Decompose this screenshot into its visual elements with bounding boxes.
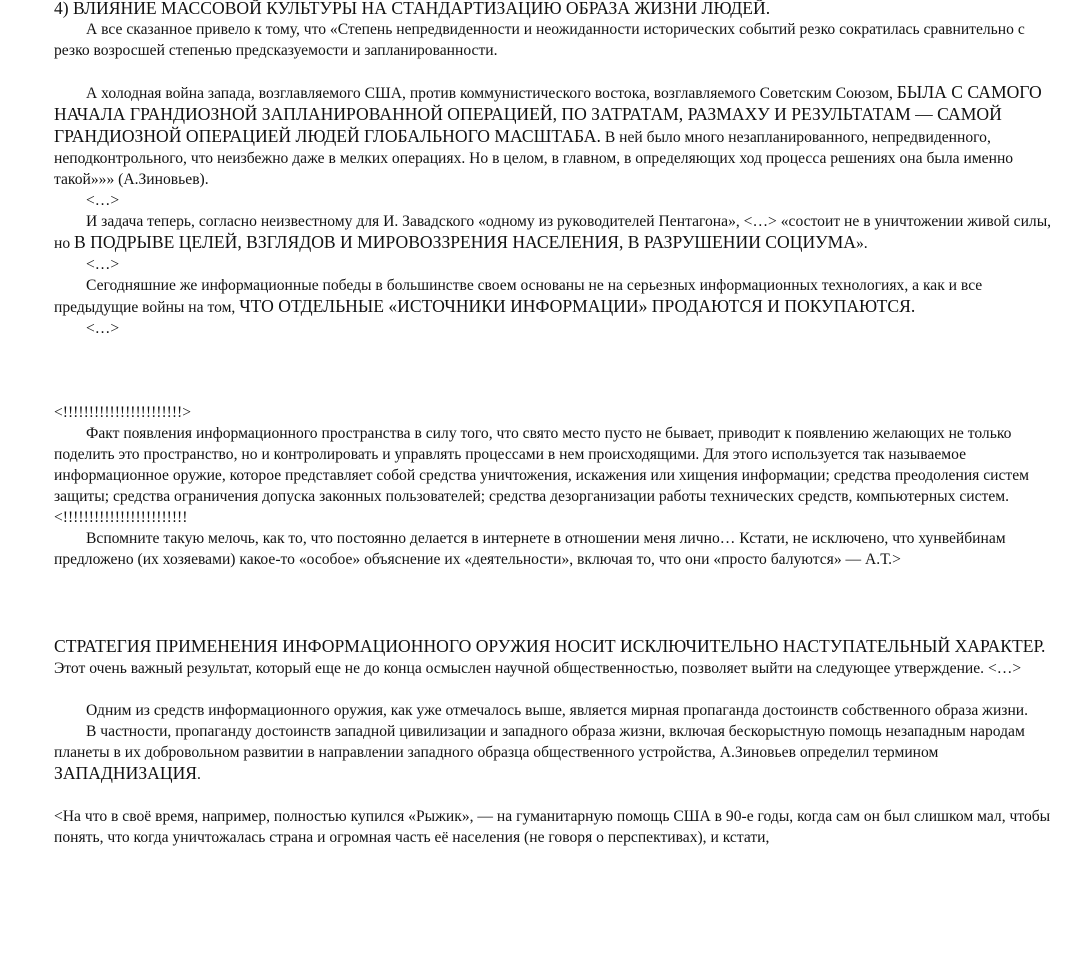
paragraph-2 <box>54 82 1054 190</box>
paragraph-4-text-a: Сегодняшние же информационные победы в большинстве своем основаны не на серьезных информационных технологиях, а как и все предыдущие войны на том, <box>54 277 983 316</box>
exclamation-marker-close: <!!!!!!!!!!!!!!!!!!!!!!!! <box>54 509 188 526</box>
paragraph-2-text-b: В ней было много незапланированного, непредвиденного, неподконтрольного, что неизбежно даже в мелких операциях. Но в целом, в главном, в определяющих ход процесса решениях она была именно такой»»» (А.Зиновьев). <box>54 129 1014 188</box>
paragraph-3 <box>54 211 1054 254</box>
paragraph-5: Факт появления информационного пространства в силу того, что свято место пусто не бывает, приводит к появлению желающих не только поделить это пространство, но и контролировать и управлять процессами в нем происходящими. Для этого используется так называемое информационное оружие, которое представляет собой средства уничтожения, искажения или хищения информации; средства преодоления систем защиты; средства ограничения допуска законных пользователей; средства дезорганизации работы технических средств, компьютерных систем. <box>54 425 1030 505</box>
paragraph-2-caps: БЫЛА С САМОГО НАЧАЛА ГРАНДИОЗНОЙ ЗАПЛАНИРОВАННОЙ ОПЕРАЦИЕЙ, ПО ЗАТРАТАМ, РАЗМАХУ И РЕЗУЛЬТАТАМ — САМОЙ ГРАНДИОЗНОЙ ОПЕРАЦИЕЙ ЛЮДЕЙ ГЛОБАЛЬНОГО МАСШТАБА. <box>54 82 1042 146</box>
paragraph-2-text-a: А холодная война запада, возглавляемого США, против коммунистического востока, возглавляемого Советским Союзом, <box>86 85 897 102</box>
paragraph-9 <box>54 721 1054 785</box>
paragraph-10: <На что в своё время, например, полностью купился «Рыжик», — на гуманитарную помощь США в 90-е годы, когда сам он был слишком мал, чтобы понять, что когда уничтожалась страна и огромная часть её населения (не говоря о перспективах), и кстати, <box>54 808 1051 846</box>
spacer <box>54 61 1054 82</box>
paragraph-3-text-a: И задача теперь, согласно неизвестному для И. Завадского «одному из руководителей Пентагона», <…> «состоит не в уничтожении живой силы, но <box>54 213 1052 252</box>
ellipsis-marker: <…> <box>86 256 120 273</box>
ellipsis-marker: <…> <box>86 192 120 209</box>
paragraph-4 <box>54 275 1054 318</box>
ellipsis-marker: <…> <box>86 320 120 337</box>
paragraph-9-text-a: В частности, пропаганду достоинств западной цивилизации и западного образа жизни, включая бескорыстную помощь незападным народам планеты в их добровольном развитии в направлении западного образца общественного устройства, А.Зиновьев определил термином <box>54 723 1025 761</box>
paragraph-7-caps: СТРАТЕГИЯ ПРИМЕНЕНИЯ ИНФОРМАЦИОННОГО ОРУЖИЯ НОСИТ ИСКЛЮЧИТЕЛЬНО НАСТУПАТЕЛЬНЫЙ ХАРАКТЕР. <box>54 636 1046 656</box>
document-body <box>54 0 1054 848</box>
spacer <box>54 785 1054 806</box>
paragraph-7-text: Этот очень важный результат, который еще не до конца осмыслен научной общественностью, позволяет выйти на следующее утверждение. <…> <box>54 660 1022 677</box>
paragraph-4-caps: ЧТО ОТДЕЛЬНЫЕ «ИСТОЧНИКИ ИНФОРМАЦИИ» ПРОДАЮТСЯ И ПОКУПАЮТСЯ. <box>239 296 916 316</box>
paragraph-9-text-b: . <box>197 766 201 783</box>
section-heading: 4) ВЛИЯНИЕ МАССОВОЙ КУЛЬТУРЫ НА СТАНДАРТИЗАЦИЮ ОБРАЗА ЖИЗНИ ЛЮДЕЙ. <box>54 0 771 18</box>
paragraph-8: Одним из средств информационного оружия, как уже отмечалось выше, является мирная пропаганда достоинств собственного образа жизни. <box>86 702 1029 719</box>
paragraph-3-text-b: ». <box>855 235 868 252</box>
paragraph-3-caps: В ПОДРЫВЕ ЦЕЛЕЙ, ВЗГЛЯДОВ И МИРОВОЗЗРЕНИЯ НАСЕЛЕНИЯ, В РАЗРУШЕНИИ СОЦИУМА <box>74 232 856 252</box>
spacer <box>54 339 1054 402</box>
spacer <box>54 679 1054 700</box>
exclamation-marker-open: <!!!!!!!!!!!!!!!!!!!!!!!> <box>54 404 192 421</box>
paragraph-9-caps: ЗАПАДНИЗАЦИЯ <box>54 763 198 783</box>
spacer <box>54 570 1054 636</box>
paragraph-7 <box>54 636 1054 679</box>
paragraph-6: Вспомните такую мелочь, как то, что постоянно делается в интернете в отношении меня лично… Кстати, не исключено, что хунвейбинам предложено (их хозяевами) какое-то «особое» объяснение их «деятельности», включая то, что они «просто балуются» — А.Т.> <box>54 530 1006 568</box>
paragraph-1: А все сказанное привело к тому, что «Степень непредвиденности и неожиданности исторических событий резко сократилась сравнительно с резко возросшей степенью предсказуемости и запланированности. <box>54 21 1025 59</box>
